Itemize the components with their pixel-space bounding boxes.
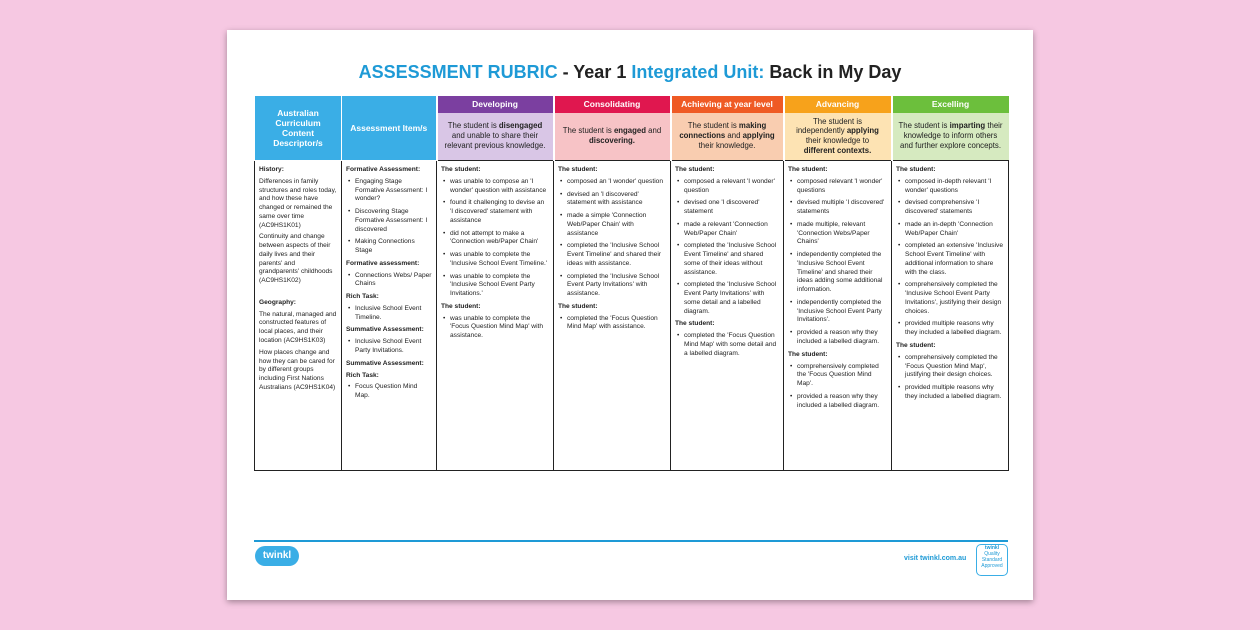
criteria-item: • composed a relevant 'I wonder' question (684, 178, 779, 196)
criteria-list (896, 178, 1004, 338)
rubric-cell (892, 161, 1009, 471)
criteria-item: • Making Connections Stage (355, 238, 432, 256)
criteria-list (558, 315, 666, 333)
level-description (555, 113, 670, 160)
criteria-item: • devised comprehensive 'I discovered' statements (905, 199, 1004, 217)
description-text: and (725, 131, 743, 141)
level-label: Achieving at year level (672, 96, 783, 113)
rubric-cell (342, 161, 437, 471)
section-heading: Geography: (259, 298, 297, 306)
rubric-cell (437, 161, 554, 471)
criteria-item: • Inclusive School Event Party Invitations. (355, 338, 432, 356)
criteria-list (346, 178, 432, 256)
description-text: their knowledge to (805, 136, 870, 145)
description-text: The student is independently (796, 116, 862, 136)
section-heading: Formative Assessment: (346, 166, 421, 173)
criteria-item: • Connections Webs/ Paper Chains (355, 272, 432, 290)
criteria-item: • was unable to complete the 'Focus Question Mind Map' with assistance. (450, 315, 549, 341)
quality-badge (976, 544, 1008, 576)
description-text: The student is (687, 121, 739, 131)
description-text: and unable to share their relevant previous knowledge. (444, 131, 546, 150)
criteria-item: • composed relevant 'I wonder' questions (797, 178, 887, 196)
section-heading: Rich Task: (346, 371, 379, 379)
level-description (893, 113, 1009, 160)
section-heading: The student: (896, 166, 936, 173)
badge-text: Quality Standard Approved (981, 551, 1003, 569)
criteria-item: • completed the 'Focus Question Mind Map' with some detail and a labelled diagram. (684, 332, 779, 358)
section-heading: The student: (675, 166, 715, 173)
level-description (672, 113, 783, 160)
description-text: applying (742, 131, 775, 141)
criteria-item: • completed an extensive 'Inclusive School Event Timeline' with additional information to share with the class. (905, 242, 1004, 277)
description-text: engaged (613, 126, 646, 136)
description-text: The student is (562, 126, 614, 136)
criteria-list (346, 338, 432, 356)
level-header (554, 96, 671, 161)
description-text: their knowledge to inform others and further explore concepts. (900, 121, 1003, 150)
criteria-item: • made a relevant 'Connection Web/Paper Chain' (684, 221, 779, 239)
criteria-list (441, 315, 549, 341)
criteria-item: • made multiple, relevant 'Connection Webs/Paper Chains' (797, 221, 887, 247)
title-topic: Back in My Day (764, 62, 902, 82)
rubric-cell (554, 161, 671, 471)
criteria-item: • completed the 'Inclusive School Event Timeline' and shared some of their ideas without assistance. (684, 242, 779, 277)
criteria-item: • comprehensively completed the 'Focus Question Mind Map', justifying their design choices. (905, 354, 1004, 380)
criteria-item: • was unable to complete the 'Inclusive School Event Timeline.' (450, 251, 549, 269)
level-label: Developing (438, 96, 553, 113)
section-heading: History: (259, 166, 284, 173)
section-heading: The student: (441, 302, 481, 310)
criteria-list (558, 178, 666, 299)
criteria-list (346, 305, 432, 323)
criteria-list (675, 332, 779, 358)
level-header (892, 96, 1009, 161)
page-title (227, 62, 1033, 83)
level-label: Consolidating (555, 96, 670, 113)
description-text: imparting (949, 121, 986, 131)
title-year: - Year 1 (557, 62, 632, 82)
criteria-list (675, 178, 779, 317)
column-header: Australian Curriculum Content Descriptor/s (255, 96, 342, 161)
criteria-item: • found it challenging to devise an 'I discovered' statement with assistance (450, 199, 549, 225)
criteria-item: • devised multiple 'I discovered' statements (797, 199, 887, 217)
criteria-item: • composed an 'I wonder' question (567, 178, 666, 187)
section-heading: The student: (788, 350, 828, 358)
visit-link[interactable]: visit twinkl.com.au (904, 555, 967, 562)
criteria-item: • Focus Question Mind Map. (355, 383, 432, 401)
criteria-item: • was unable to compose an 'I wonder' question with assistance (450, 178, 549, 196)
section-heading: Summative Assessment: (346, 326, 424, 334)
section-heading: The student: (788, 166, 828, 173)
level-label: Excelling (893, 96, 1009, 113)
section-heading: The student: (441, 166, 481, 173)
rubric-cell (784, 161, 892, 471)
description-text: The student is (898, 121, 950, 131)
criteria-item: • devised an 'I discovered' statement with assistance (567, 191, 666, 209)
descriptor-text: The natural, managed and constructed features of local places, and their location (AC9HS1K03) (259, 310, 337, 345)
description-text: and (646, 126, 662, 136)
criteria-item: • provided multiple reasons why they included a labelled diagram. (905, 320, 1004, 338)
level-description (785, 113, 891, 160)
description-text: different contexts. (803, 145, 872, 155)
criteria-item: • comprehensively completed the 'Inclusive School Event Party Invitations', justifying their design choices. (905, 281, 1004, 316)
criteria-list (788, 363, 887, 411)
criteria-item: • Engaging Stage Formative Assessment: I wonder? (355, 178, 432, 204)
criteria-item: • provided a reason why they included a labelled diagram. (797, 393, 887, 411)
criteria-item: • completed the 'Inclusive School Event Party Invitations' with assistance. (567, 273, 666, 299)
level-header (437, 96, 554, 161)
footer-divider (254, 540, 1008, 542)
criteria-item: • was unable to complete the 'Inclusive School Event Party Invitations.' (450, 273, 549, 299)
column-header: Assessment Item/s (342, 96, 437, 161)
criteria-item: • provided a reason why they included a labelled diagram. (797, 329, 887, 347)
description-text: disengaged (498, 121, 543, 131)
level-label: Advancing (785, 96, 891, 113)
description-text: their knowledge. (698, 140, 756, 150)
rubric-table (254, 95, 1009, 471)
criteria-item: • comprehensively completed the 'Focus Question Mind Map'. (797, 363, 887, 389)
level-header (671, 96, 784, 161)
descriptor-text: Continuity and change between aspects of their daily lives and their parents' and grandparents' childhoods (AC9HS1K02) (259, 233, 333, 285)
criteria-item: • independently completed the 'Inclusive School Event Timeline' and shared their ideas adding some additional information. (797, 251, 887, 295)
badge-logo: twinkl (984, 545, 1000, 551)
criteria-item: • completed the 'Focus Question Mind Map' with assistance. (567, 315, 666, 333)
section-heading: Rich Task: (346, 293, 379, 301)
criteria-list (441, 178, 549, 299)
descriptor-text: How places change and how they can be cared for by different groups including First Nations Australians (AC9HS1K04) (259, 348, 336, 391)
descriptor-text: Differences in family structures and roles today, and how these have changed or remained the same over time (AC9HS1K01) (259, 177, 337, 229)
criteria-item: • provided multiple reasons why they included a labelled diagram. (905, 384, 1004, 402)
section-heading: The student: (896, 342, 936, 350)
criteria-list (788, 178, 887, 347)
description-text: applying (846, 126, 879, 136)
section-heading: The student: (558, 302, 598, 310)
criteria-item: • Discovering Stage Formative Assessment: I discovered (355, 208, 432, 234)
title-unit: Integrated Unit: (631, 62, 765, 82)
section-heading: The student: (558, 166, 598, 173)
criteria-item: • independently completed the 'Inclusive School Event Party Invitations'. (797, 299, 887, 325)
section-heading: Formative assessment: (346, 259, 420, 267)
description-text: discovering. (589, 136, 635, 145)
criteria-item: • devised one 'I discovered' statement (684, 199, 779, 217)
criteria-item: • did not attempt to make a 'Connection web/Paper Chain' (450, 230, 549, 248)
rubric-cell (255, 161, 342, 471)
criteria-item: • completed the 'Inclusive School Event Party Invitations' with some detail and a labelled diagram. (684, 281, 779, 316)
twinkl-logo[interactable]: twinkl (255, 546, 299, 566)
rubric-page (227, 30, 1033, 600)
section-heading: Summative Assessment: (346, 359, 424, 367)
section-heading: The student: (675, 320, 715, 328)
criteria-list (346, 383, 432, 401)
level-header (784, 96, 892, 161)
level-description (438, 113, 553, 160)
criteria-list (346, 272, 432, 290)
criteria-list (896, 354, 1004, 402)
criteria-item: • Inclusive School Event Timeline. (355, 305, 432, 323)
criteria-item: • completed the 'Inclusive School Event Timeline' and shared their ideas with assistance. (567, 242, 666, 268)
criteria-item: • made a simple 'Connection Web/Paper Chain' with assistance (567, 212, 666, 238)
criteria-item: • composed in-depth relevant 'I wonder' questions (905, 178, 1004, 196)
description-text: making connections (679, 121, 767, 141)
rubric-cell (671, 161, 784, 471)
criteria-item: • made an in-depth 'Connection Web/Paper Chain' (905, 221, 1004, 239)
title-rubric: ASSESSMENT RUBRIC (358, 62, 558, 82)
description-text: The student is (447, 121, 499, 131)
